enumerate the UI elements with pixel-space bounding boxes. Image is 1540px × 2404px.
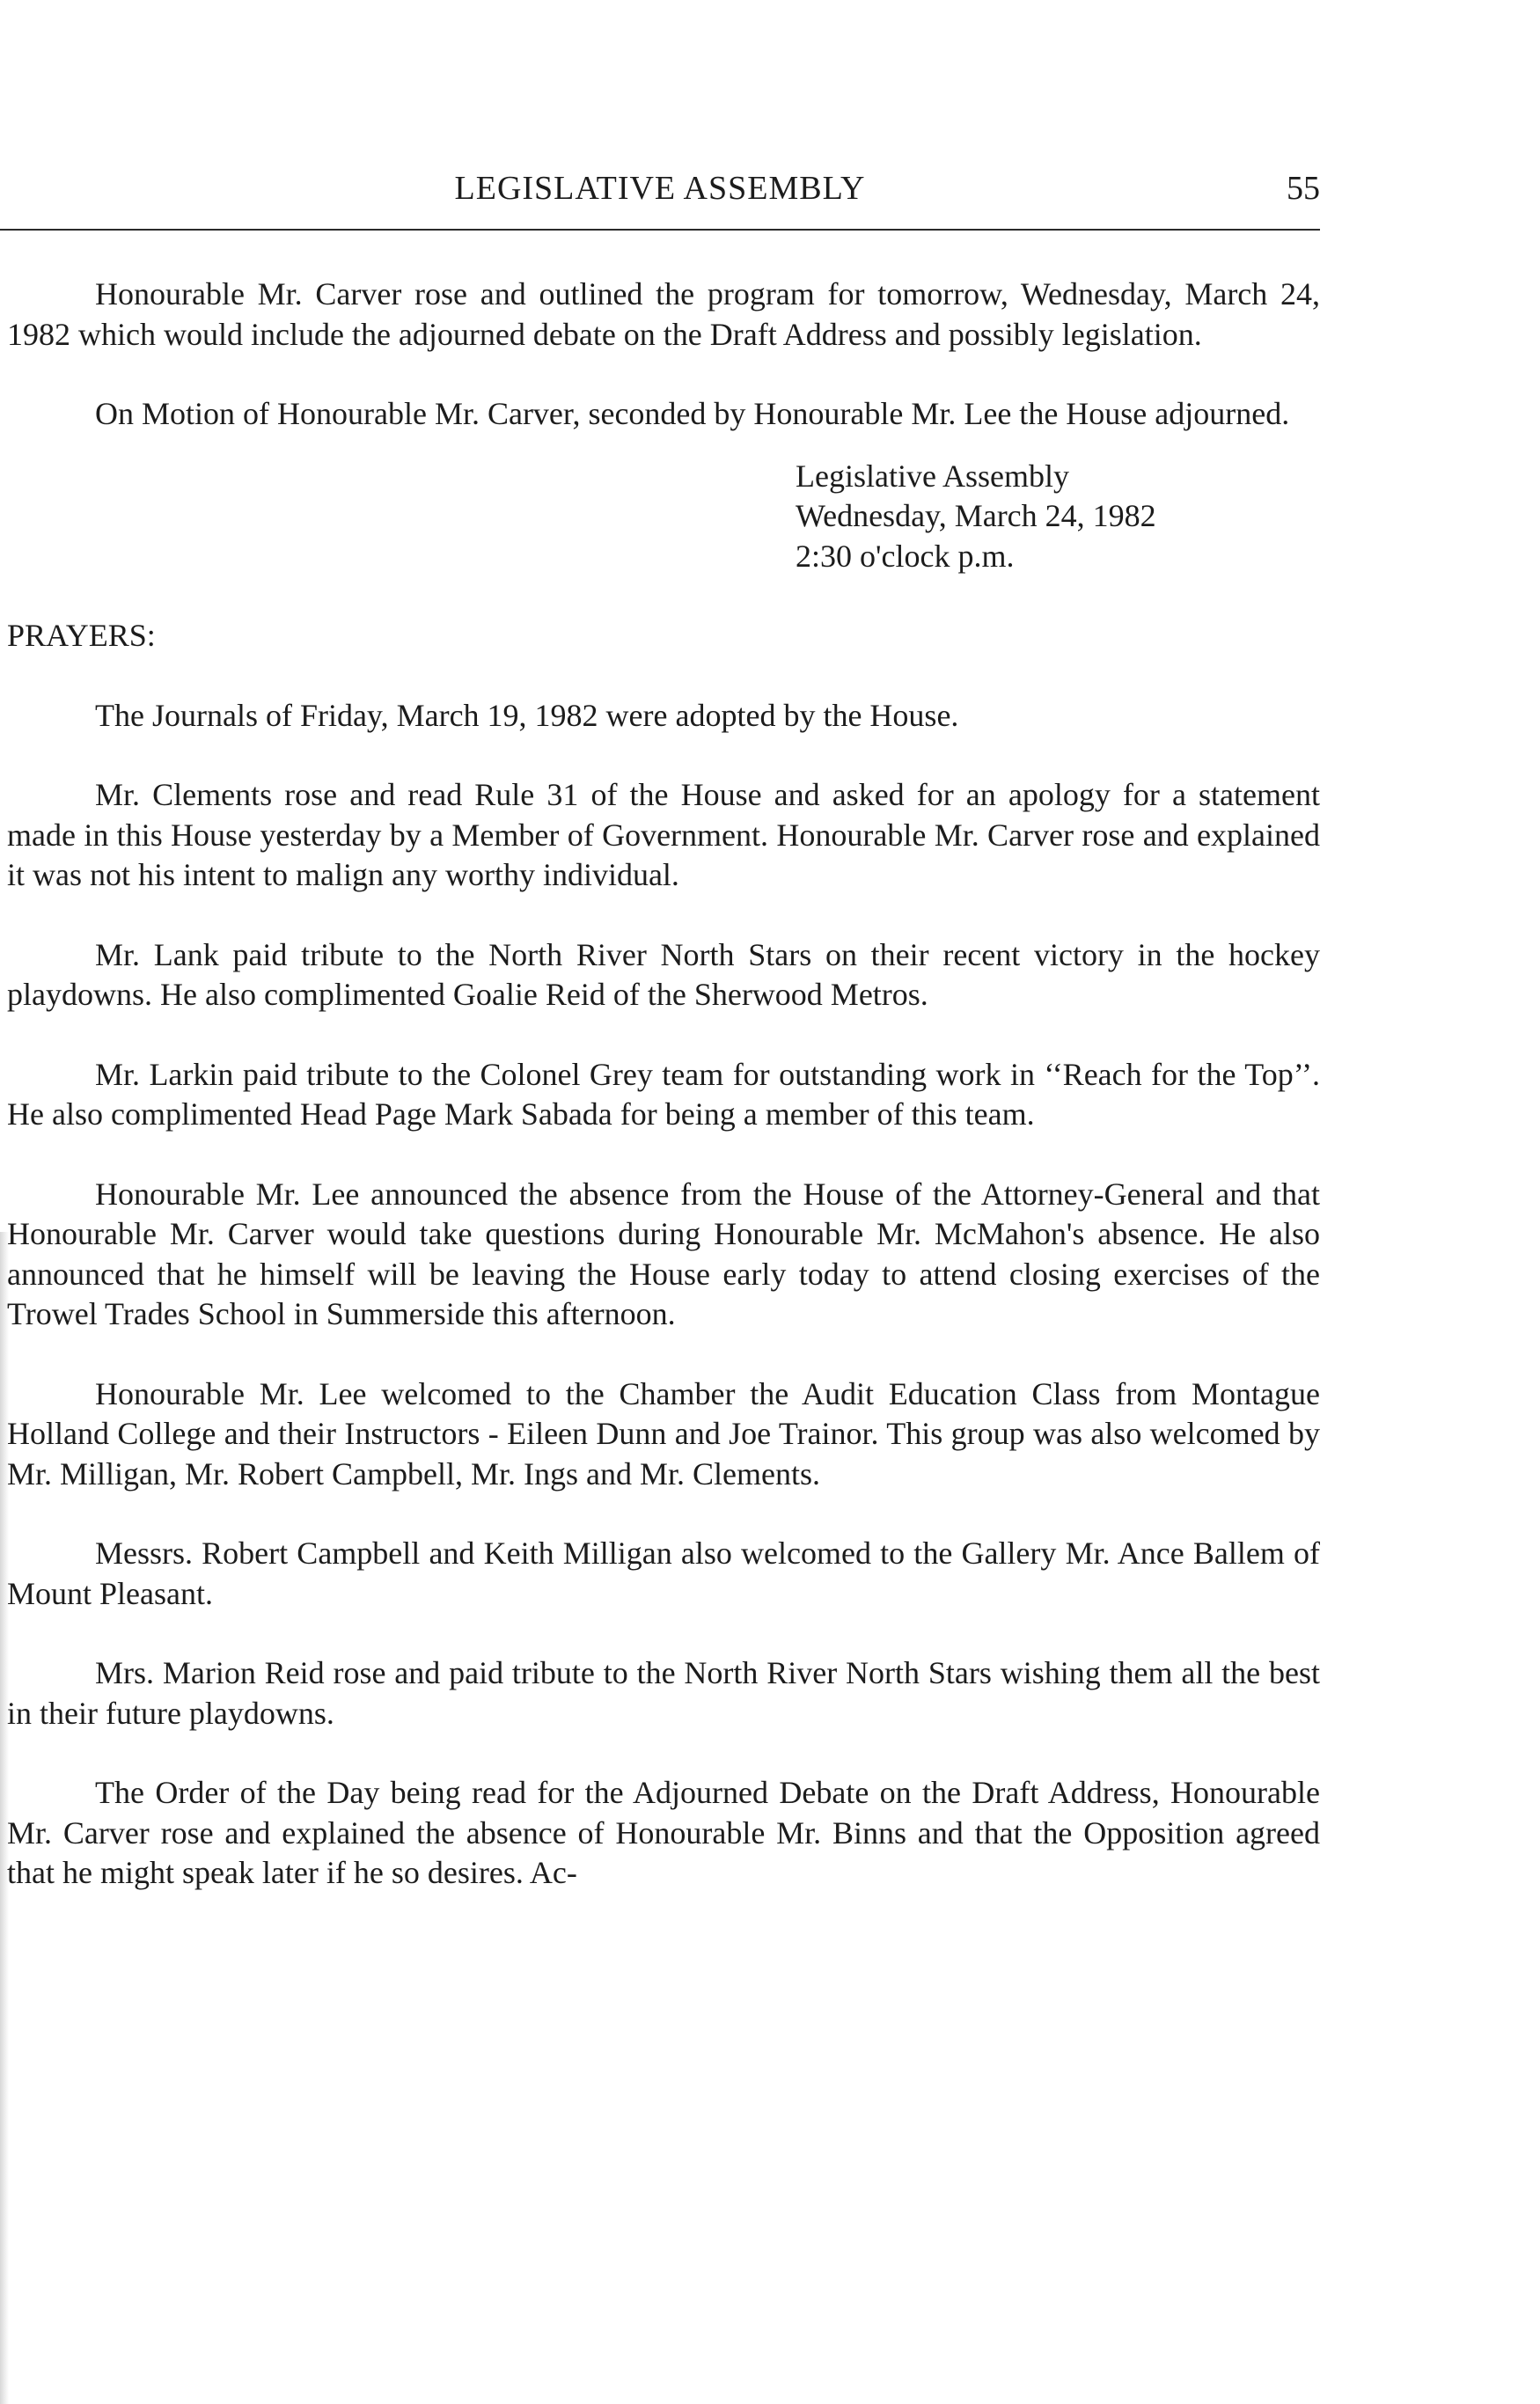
paragraph-order-of-day: The Order of the Day being read for the Adjourned Debate on the Draft Address, Honourable Mr. Carver rose and explained the absence of Honourable Mr. Binns and that the Opposition agreed that he might speak later if he so desires. Ac- [7,1775,1320,1890]
paragraph-gallery-welcome: Messrs. Robert Campbell and Keith Milligan also welcomed to the Gallery Mr. Ance Ballem of Mount Pleasant. [7,1535,1320,1611]
sitting-assembly: Legislative Assembly [796,458,1069,494]
sitting-time: 2:30 o'clock p.m. [796,538,1015,574]
paragraph-rule-31: Mr. Clements rose and read Rule 31 of the House and asked for an apology for a statement made in this House yesterday by a Member of Government. Honourable Mr. Carver rose and explained it was not his intent to malign any worthy individual. [7,777,1320,892]
header-rule [0,229,1320,231]
running-title: LEGISLATIVE ASSEMBLY [454,170,866,207]
sitting-heading [7,457,1320,577]
paragraph-program: Honourable Mr. Carver rose and outlined the program for tomorrow, Wednesday, March 24, 1982 which would include the adjourned debate on the Draft Address and possibly legislation. [7,276,1320,352]
paragraph-larkin-tribute: Mr. Larkin paid tribute to the Colonel Grey team for outstanding work in ‘‘Reach for the Top’’. He also complimented Head Page Mark Sabada for being a member of this team. [7,1056,1320,1132]
paragraph-journals: The Journals of Friday, March 19, 1982 were adopted by the House. [95,697,959,733]
paragraph-audit-class: Honourable Mr. Lee welcomed to the Chamber the Audit Education Class from Montague Holland College and their Instructors - Eileen Dunn and Joe Trainor. This group was also welcomed by Mr. Milligan, Mr. Robert Campbell, Mr. Ings and Mr. Clements. [7,1375,1320,1492]
page-header [0,169,1320,213]
paragraph-reid-tribute: Mrs. Marion Reid rose and paid tribute to the North River North Stars wishing them all the best in their future playdowns. [7,1655,1320,1731]
paragraph-adjournment: On Motion of Honourable Mr. Carver, seconded by Honourable Mr. Lee the House adjourned. [95,396,1290,431]
journal-body [7,275,1320,1933]
paragraph-lank-tribute: Mr. Lank paid tribute to the North River North Stars on their recent victory in the hockey playdowns. He also complimented Goalie Reid of the Sherwood Metros. [7,936,1320,1012]
page-number: 55 [1287,170,1320,207]
paragraph-lee-announcement: Honourable Mr. Lee announced the absence from the House of the Attorney-General and that Honourable Mr. Carver would take questions during Honourable Mr. McMahon's absence. He also announced that he himself will be leaving the House early today to attend closing exercises of the Trowel Trades School in Summerside this afternoon. [7,1176,1320,1331]
prayers-heading: PRAYERS: [7,618,156,653]
sitting-date: Wednesday, March 24, 1982 [796,498,1156,533]
